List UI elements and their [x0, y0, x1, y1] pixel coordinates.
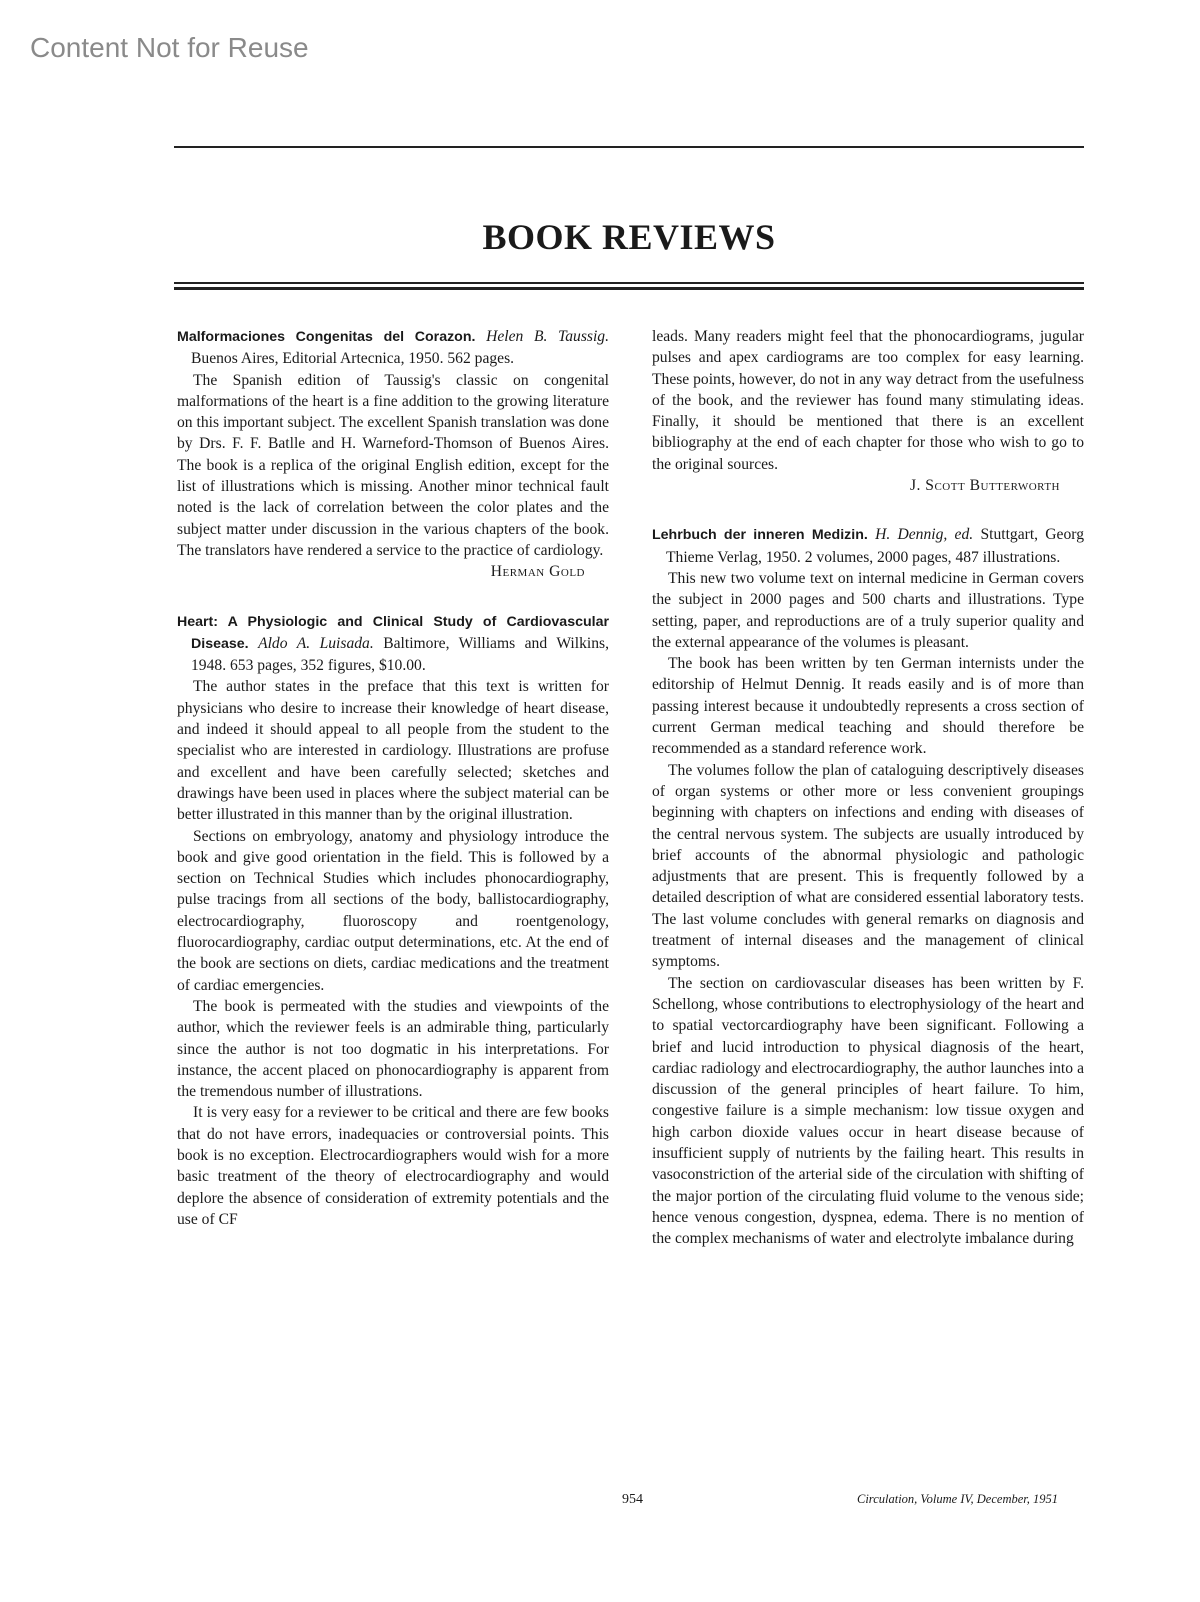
review-paragraph: This new two volume text on internal medicine in German covers the subject in 2000 pages and 500 charts and illustrations. Type setting, paper, and reproductions are of a truly superior quality and the external appearance of the volumes is pleasant. [652, 569, 1084, 651]
review-paragraph: The book is permeated with the studies and viewpoints of the author, which the reviewer feels is an admirable thing, particularly since the author is not too dogmatic in his interpretations. For instance, the accent placed on phonocardiography is apparent from the tremendous number of illustrations. [177, 997, 609, 1101]
review-citation [652, 524, 1084, 568]
reviewer-signature: Herman Gold [490, 563, 585, 581]
review-luisada [177, 611, 609, 1231]
page-title: BOOK REVIEWS [482, 217, 776, 257]
review-paragraph: It is very easy for a reviewer to be critical and there are few books that do not have errors, inadequacies or controversial points. This book is no exception. Electrocardiographers would wish for a more basic treatment of the theory of electrocardiography and would deplore the absence of consideration of extremity potentials and the use of CF [177, 1104, 609, 1228]
review-paragraph: The Spanish edition of Taussig's classic on congenital malformations of the heart is a fine addition to the growing literature on this important subject. The excellent Spanish translation was done by Drs. F. F. Batlle and H. Warneford-Thomson of Buenos Aires. The book is a replica of the original English edition, except for the list of illustrations which is missing. Another minor technical fault noted is the lack of correlation between the color plates and the subject matter under discussion in the various chapters of the book. The translators have rendered a service to the practice of cardiology. [177, 371, 609, 559]
review-citation [177, 326, 609, 370]
top-rule [174, 146, 1084, 148]
right-column [652, 326, 1084, 1249]
book-author: Aldo A. Luisada. [258, 634, 374, 652]
reviewer-signature: J. Scott Butterworth [909, 477, 1060, 495]
book-title: Lehrbuch der inneren Medizin. [652, 527, 868, 544]
page-footer [174, 1492, 1084, 1514]
title-rule-lower [174, 287, 1084, 290]
title-rule-upper [174, 282, 1084, 284]
journal-citation: Circulation, Volume IV, December, 1951 [856, 1492, 1058, 1506]
review-paragraph: The volumes follow the plan of cataloguing descriptively diseases of organ systems or other more or less convenient groupings beginning with chapters on infections and ending with diseases of the central nervous system. The subjects are usually introduced by brief accounts of the abnormal physiologic and pathologic adjustments that are present. This is frequently followed by a detailed description of what are considered essential laboratory tests. The last volume concludes with general remarks on diagnosis and treatment of internal diseases and the management of clinical symptoms. [652, 761, 1084, 971]
watermark: Content Not for Reuse [30, 32, 309, 63]
review-paragraph-continued: leads. Many readers might feel that the phonocardiograms, jugular pulses and apex cardiograms are too complex for easy learning. These points, however, do not in any way detract from the usefulness of the book, and the reviewer has found many stimulating ideas. Finally, it should be mentioned that there is an excellent bibliography at the end of each chapter for those who wish to go to the original sources. [652, 328, 1084, 473]
book-author: Helen B. Taussig. [486, 328, 609, 345]
review-taussig [177, 326, 609, 583]
review-paragraph: The author states in the preface that this text is written for physicians who desire to increase their knowledge of heart disease, and indeed it should appeal to all people from the student to the specialist who are interested in cardiology. Illustrations are profuse and excellent and have been carefully selected; sketches and drawings have been used in places where the subject material can be better illustrated in this manner than by the original illustration. [177, 678, 609, 824]
review-citation [177, 611, 609, 677]
book-title: Heart: A Physiologic and Clinical Study of Cardiovascular Disease. [177, 613, 609, 652]
review-paragraph: The section on cardiovascular diseases has been written by F. Schellong, whose contributions to electrophysiology of the heart and to spatial vectorcardiography have been significant. Following a brief and lucid introduction to physical diagnosis of the heart, cardiac radiology and electrocardiography, the author launches into a discussion of the general principles of heart failure. To him, congestive failure is a simple mechanism: low tissue oxygen and high carbon dioxide values occur in heart disease because of insufficient supply of nutrients by the failing heart. This results in vasoconstriction of the arterial side of the circulation with shifting of the major portion of the circulating fluid volume to the venous side; hence venous congestion, dyspnea, edema. There is no mention of the complex mechanisms of water and electrolyte imbalance during [652, 974, 1084, 1248]
review-dennig [652, 524, 1084, 1249]
book-title: Malformaciones Congenitas del Corazon. [177, 329, 476, 345]
left-column [177, 326, 609, 1230]
book-details: Stuttgart, Georg Thieme Verlag, 1950. 2 volumes, 2000 pages, 487 illustrations. [666, 526, 1084, 566]
page-number: 954 [622, 1492, 643, 1507]
review-paragraph: The book has been written by ten German internists under the editorship of Helmut Dennig. It reads easily and is of more than passing interest because it undoubtedly represents a cross section of current German medical teaching and should therefore be recommended as a standard reference work. [652, 655, 1084, 758]
review-paragraph: Sections on embryology, anatomy and physiology introduce the book and give good orientation in the field. This is followed by a section on Technical Studies which includes phonocardiography, pulse tracings from all sections of the body, ballistocardiography, electrocardiography, fluoroscopy and roentgenology, fluorocardiography, cardiac output determinations, etc. At the end of the book are sections on diets, cardiac medications and the treatment of cardiac emergencies. [177, 827, 609, 994]
book-details: Buenos Aires, Editorial Artecnica, 1950. 562 pages. [191, 350, 515, 368]
book-author: H. Dennig, ed. [875, 526, 974, 544]
book-details: Baltimore, Williams and Wilkins, 1948. 653 pages, 352 figures, $10.00. [191, 634, 609, 675]
review-luisada-continued [652, 326, 1084, 496]
